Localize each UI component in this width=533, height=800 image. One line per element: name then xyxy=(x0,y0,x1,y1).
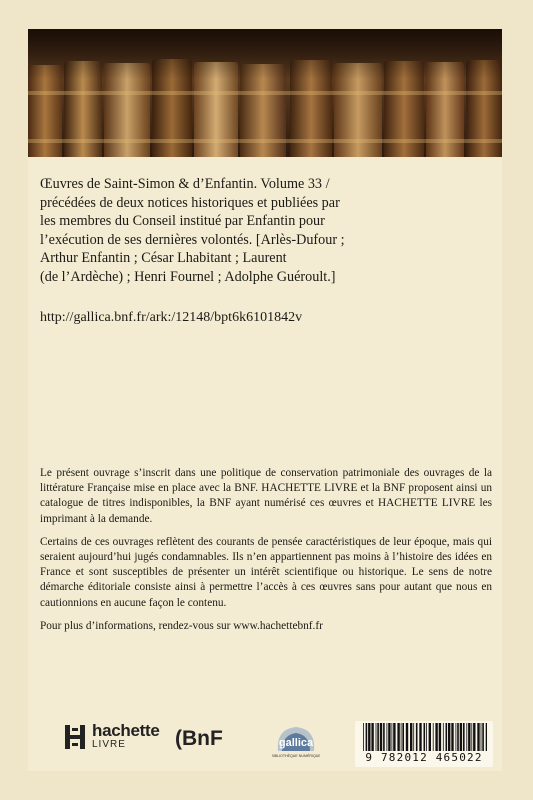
barcode-bar xyxy=(376,723,377,751)
barcode-bar xyxy=(439,723,441,751)
barcode-bar xyxy=(468,723,470,751)
barcode-bar xyxy=(433,723,434,751)
title-line: (de l’Ardèche) ; Henri Fournel ; Adolphe Guéroult.] xyxy=(40,268,336,285)
barcode-bar xyxy=(463,723,465,751)
gallica-subtext: BIBLIOTHÈQUE NUMÉRIQUE xyxy=(272,754,320,758)
barcode-bar xyxy=(401,723,402,751)
barcode-bar xyxy=(443,723,444,751)
barcode-bars xyxy=(363,723,487,751)
barcode-bar xyxy=(371,723,373,751)
barcode-bar xyxy=(424,723,426,751)
barcode-bar xyxy=(419,723,421,751)
title-line: précédées de deux notices historiques et publiées par xyxy=(40,194,340,211)
isbn-barcode xyxy=(355,721,493,767)
barcode-number: 9 782012 465022 xyxy=(365,751,483,764)
bnf-logo: (BnF xyxy=(175,727,223,750)
barcode-bar xyxy=(397,723,399,751)
barcode-bar xyxy=(477,723,479,751)
barcode-bar xyxy=(380,723,382,751)
barcode-bar xyxy=(448,723,450,751)
barcode-bar xyxy=(473,723,475,751)
book-spines-image xyxy=(28,29,502,157)
barcode-bar xyxy=(466,723,467,751)
barcode-bar xyxy=(406,723,408,751)
barcode-bar xyxy=(393,723,395,751)
logo-strip xyxy=(28,719,502,771)
barcode-bar xyxy=(383,723,385,751)
hachette-logo xyxy=(64,723,160,751)
barcode-bar xyxy=(387,723,388,751)
barcode-bar xyxy=(471,723,472,751)
barcode-bar xyxy=(366,723,368,751)
title-line: l’exécution de ses dernières volontés. [Arlès-Dufour ; xyxy=(40,231,345,248)
barcode-bar xyxy=(486,723,487,751)
notice-paragraph: Certains de ces ouvrages reflètent des courants de pensée caractéristiques de leur époque, mais qui seraient aujourd’hui jugés condamnables. Ils n’en appartiennent pas moins à l’histoire des idées en France et sont susceptibles de présenter un intérêt scientifique ou historique. Le sens de notre démarche éditoriale consiste ainsi à permettre l’accès à ces œuvres sans pour autant que nous en cautionnions en aucune façon le contenu. xyxy=(40,535,492,609)
barcode-bar xyxy=(482,723,484,751)
barcode-bar xyxy=(426,723,427,751)
gallica-text: gallica xyxy=(278,737,314,749)
publisher-notice xyxy=(40,466,492,642)
barcode-bar xyxy=(460,723,462,751)
gallica-logo xyxy=(272,721,320,761)
spine-band xyxy=(28,91,502,95)
title-line: les membres du Conseil institué par Enfantin pour xyxy=(40,213,325,230)
barcode-bar xyxy=(416,723,418,751)
notice-paragraph: Le présent ouvrage s’inscrit dans une politique de conservation patrimoniale des ouvrages de la littérature Française mise en place avec la BNF. HACHETTE LIVRE et la BNF proposent ainsi un catalogue de titres indisponibles, la BNF ayant numérisé ces œuvres et HACHETTE LIVRE les imprimant à la demande. xyxy=(40,467,492,525)
book-title xyxy=(40,175,492,287)
hachette-icon xyxy=(64,724,86,750)
barcode-bar xyxy=(402,723,404,751)
spine-band xyxy=(28,139,502,143)
barcode-bar xyxy=(435,723,437,751)
barcode-bar xyxy=(451,723,453,751)
barcode-bar xyxy=(429,723,431,751)
barcode-bar xyxy=(377,723,379,751)
title-line: Arthur Enfantin ; César Lhabitant ; Laurent xyxy=(40,250,287,267)
barcode-bar xyxy=(388,723,390,751)
barcode-bar xyxy=(392,723,393,751)
barcode-bar xyxy=(368,723,370,751)
shelf-shadow xyxy=(28,29,502,79)
barcode-bar xyxy=(446,723,448,751)
barcode-bar xyxy=(457,723,459,751)
barcode-bar xyxy=(413,723,414,751)
gallica-url: http://gallica.bnf.fr/ark:/12148/bpt6k6101842v xyxy=(40,310,303,325)
barcode-bar xyxy=(410,723,412,751)
title-line: Œuvres de Saint-Simon & d’Enfantin. Volume 33 / xyxy=(40,176,330,192)
notice-more-info: Pour plus d’informations, rendez-vous sur www.hachettebnf.fr xyxy=(40,619,323,632)
barcode-bar xyxy=(481,723,482,751)
barcode-bar xyxy=(456,723,457,751)
hachette-name: hachette xyxy=(92,721,160,740)
back-cover xyxy=(28,29,502,771)
barcode-bar xyxy=(363,723,364,751)
hachette-livre: LIVRE xyxy=(92,739,126,750)
